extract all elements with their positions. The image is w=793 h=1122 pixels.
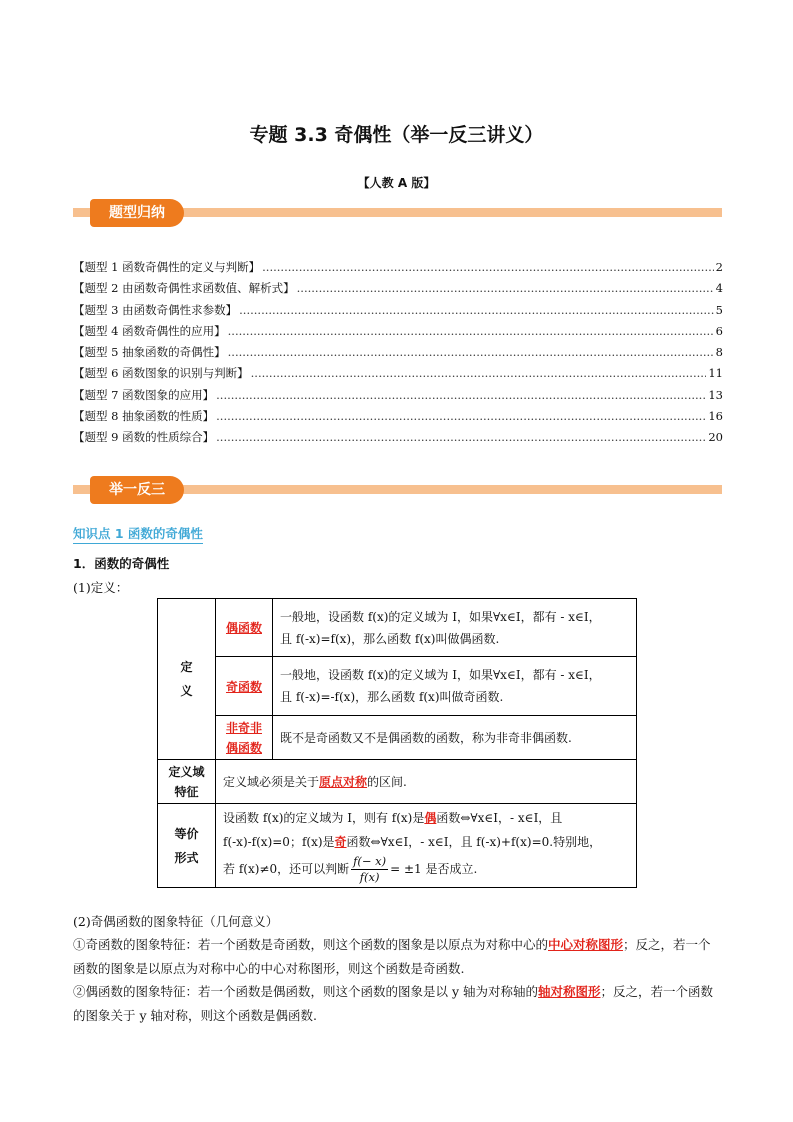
ratio-fraction: $\frac{f(- x)}{f(x)}$ xyxy=(353,854,387,884)
section-label-examples: 举一反三 xyxy=(90,476,184,504)
page-title: 专题 3.3 奇偶性（举一反三讲义） xyxy=(249,124,544,146)
odd-graph-paragraph: ①奇函数的图象特征：若一个函数是奇函数，则这个函数的图象是以原点为对称中心的中心对称图形；反之，若一个函数的图象是以原点为对称中心的中心对称图形，则这个函数是奇函数. xyxy=(73,937,711,976)
equivalent-form-header: 等价 形式 xyxy=(158,804,216,888)
section-heading: 1．函数的奇偶性 xyxy=(73,556,170,571)
neither-function-definition: 既不是奇函数又不是偶函数的函数，称为非奇非偶函数. xyxy=(273,716,637,760)
definition-header: 定 义 xyxy=(158,599,216,760)
toc-item[interactable]: 【题型 2 由函数奇偶性求函数值、解析式】 ..... 4 xyxy=(73,278,723,299)
knowledge-point-heading: 知识点 1 函数的奇偶性 xyxy=(73,524,203,544)
even-function-label: 偶函数 xyxy=(216,599,273,657)
equivalent-form-text: 设函数 f(x)的定义域为 I，则有 f(x)是偶函数⇔∀x∈I，- x∈I，且 f(-x)-f(x)=0；f(x)是奇函数⇔∀x∈I，- x∈I，且 f(-x)+f(x)=0.特别地， 若 f(x)≠0，还可以判断 $\frac{f(- x)}{f(x)}$ = ±1 是否成立. xyxy=(216,804,637,888)
odd-function-definition: 一般地，设函数 f(x)的定义域为 I，如果∀x∈I，都有 - x∈I， 且 f(-x)=-f(x)，那么函数 f(x)叫做奇函数. xyxy=(273,657,637,716)
toc-item[interactable]: 【题型 1 函数奇偶性的定义与判断】 ..... 2 xyxy=(73,257,723,278)
domain-feature-text: 定义域必须是关于原点对称的区间. xyxy=(216,760,637,804)
table-row xyxy=(158,657,637,716)
section-label-question-types: 题型归纳 xyxy=(90,199,184,227)
table-row xyxy=(158,760,637,804)
neither-function-label: 非奇非 偶函数 xyxy=(216,716,273,760)
table-row xyxy=(158,599,637,657)
toc-item[interactable]: 【题型 7 函数图象的应用】 ..... 13 xyxy=(73,385,723,406)
even-function-definition: 一般地，设函数 f(x)的定义域为 I，如果∀x∈I，都有 - x∈I， 且 f(-x)=f(x)，那么函数 f(x)叫做偶函数. xyxy=(273,599,637,657)
domain-header: 定义域 特征 xyxy=(158,760,216,804)
toc-item[interactable]: 【题型 5 抽象函数的奇偶性】 ..... 8 xyxy=(73,342,723,363)
parity-definition-table xyxy=(157,598,637,888)
toc-item[interactable]: 【题型 4 函数奇偶性的应用】 ..... 6 xyxy=(73,321,723,342)
table-row xyxy=(158,716,637,760)
toc-item[interactable]: 【题型 9 函数的性质综合】 ..... 20 xyxy=(73,427,723,448)
table-row xyxy=(158,804,637,888)
even-graph-paragraph: ②偶函数的图象特征：若一个函数是偶函数，则这个函数的图象是以 y 轴为对称轴的轴对称图形；反之，若一个函数的图象关于 y 轴对称，则这个函数是偶函数. xyxy=(73,984,714,1023)
table-of-contents xyxy=(73,257,723,449)
odd-function-label: 奇函数 xyxy=(216,657,273,716)
toc-item[interactable]: 【题型 8 抽象函数的性质】 ..... 16 xyxy=(73,406,723,427)
graph-features-intro: (2)奇偶函数的图象特征（几何意义） xyxy=(73,914,279,929)
toc-item[interactable]: 【题型 6 函数图象的识别与判断】 ..... 11 xyxy=(73,363,723,384)
definition-intro: (1)定义： xyxy=(73,580,129,595)
toc-item[interactable]: 【题型 3 由函数奇偶性求参数】 ..... 5 xyxy=(73,300,723,321)
edition-label: 【人教 A 版】 xyxy=(357,176,436,190)
